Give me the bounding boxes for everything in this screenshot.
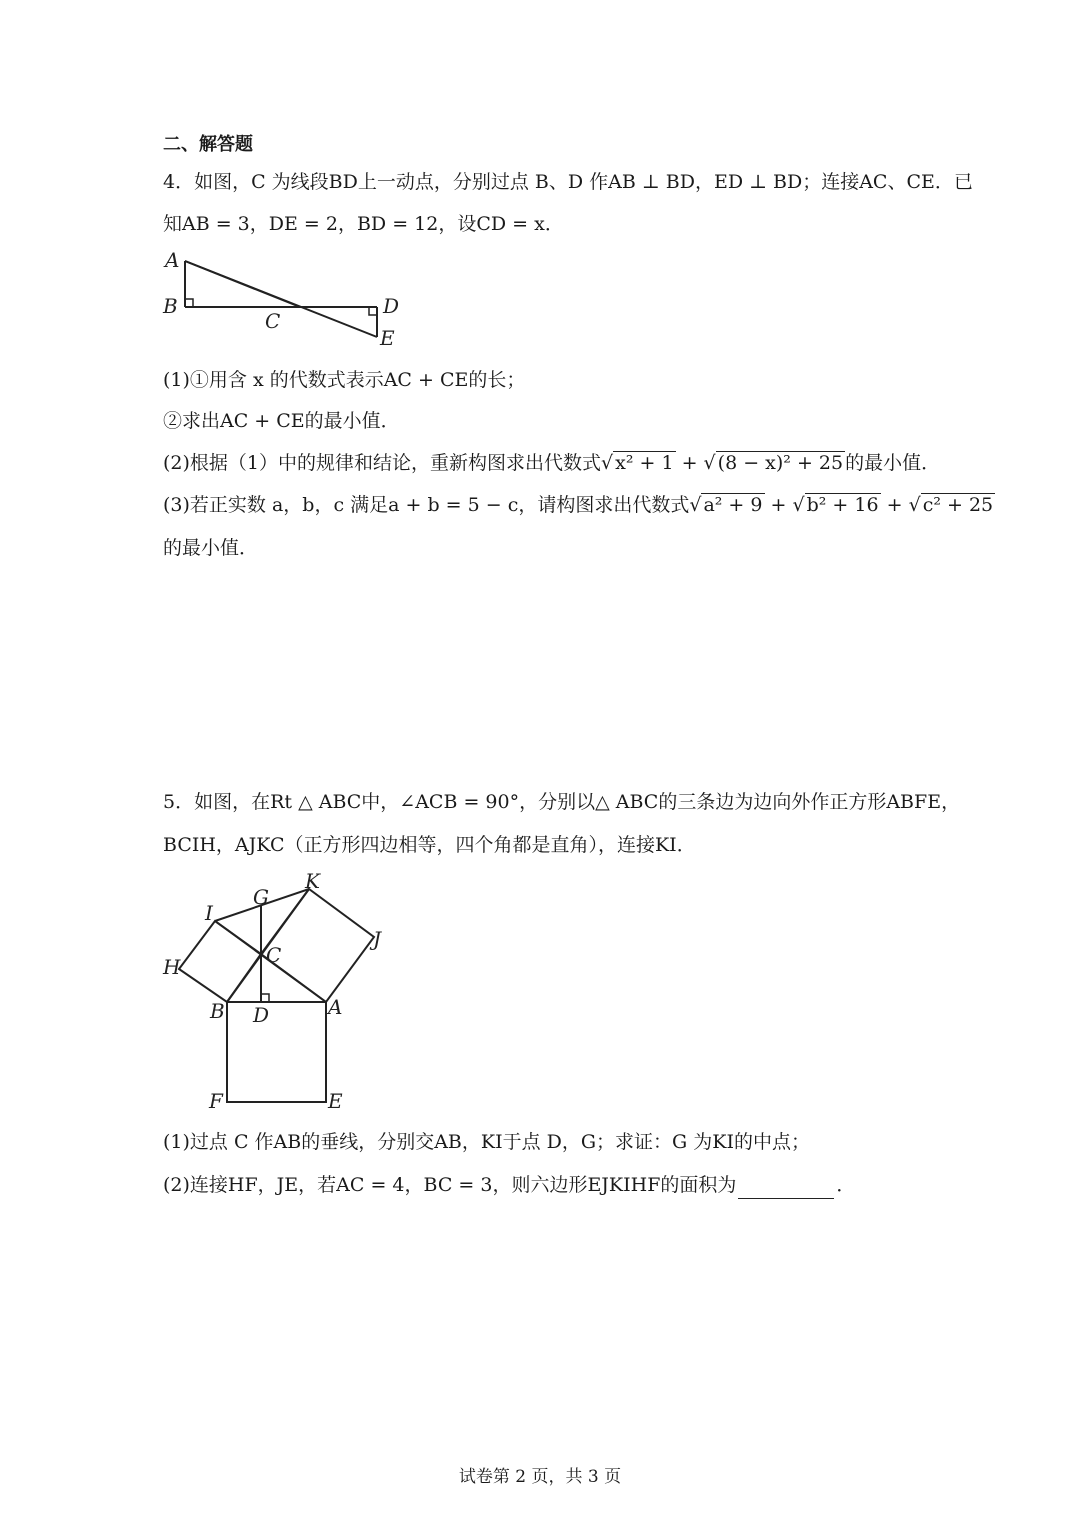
q4-part3-prefix: (3)若正实数 a，b，c 满足a + b = 5 − c，请构图求出代数式: [163, 494, 690, 516]
label-c: C: [265, 309, 281, 333]
q4-part3-line2: 的最小值．: [163, 537, 259, 559]
label-c: C: [266, 943, 282, 967]
q5-part2-suffix: ．: [836, 1174, 856, 1196]
radicand-2: (8 − x)² + 25: [717, 452, 844, 474]
label-b: B: [210, 999, 225, 1023]
q4-stem-line2: 知AB = 3，DE = 2，BD = 12，设CD = x．: [163, 213, 564, 235]
right-angle-b: [185, 299, 193, 307]
label-e: E: [380, 326, 395, 350]
q4-part1b: ②求出AC + CE的最小值．: [163, 410, 400, 432]
sqrt-term-b: √ b² + 16: [792, 494, 879, 516]
sqrt-term-c: √ c² + 25: [908, 494, 994, 516]
label-d: D: [253, 1003, 270, 1027]
label-j: J: [373, 927, 382, 951]
label-d: D: [383, 294, 400, 318]
q4-part2-prefix: (2)根据（1）中的规律和结论，重新构图求出代数式: [163, 452, 602, 474]
sqrt-term-1: √ x² + 1: [601, 452, 674, 474]
q4-part3: [163, 491, 995, 519]
q4-stem-line1: 4．如图，C 为线段BD上一动点，分别过点 B、D 作AB ⊥ BD，ED ⊥ BD；连接AC、CE．已: [163, 171, 973, 193]
sqrt-term-2: √ (8 − x)² + 25: [703, 452, 844, 474]
radicand-a: a² + 9: [703, 494, 763, 516]
q4-part1a: (1)①用含 x 的代数式表示AC + CE的长；: [163, 369, 526, 391]
q5-part2-prefix: (2)连接HF，JE，若AC = 4，BC = 3，则六边形EJKIHF的面积为: [163, 1174, 737, 1196]
section-title: 二、解答题: [163, 134, 253, 155]
radicand-1: x² + 1: [615, 452, 674, 474]
segment-ac: [185, 261, 300, 307]
q4-figure: [155, 245, 415, 355]
label-i: I: [205, 901, 213, 925]
q5-figure: [155, 866, 405, 1116]
radicand-c: c² + 25: [922, 494, 994, 516]
q5-part2: [163, 1171, 855, 1199]
square-bcih: [179, 921, 261, 1002]
label-f: F: [209, 1089, 223, 1113]
label-e: E: [328, 1089, 343, 1113]
label-k: K: [305, 869, 320, 893]
page-footer: 试卷第 2 页，共 3 页: [458, 1467, 622, 1487]
radicand-b: b² + 16: [806, 494, 879, 516]
answer-blank[interactable]: [738, 1178, 834, 1199]
right-angle-d: [369, 307, 377, 315]
label-a: A: [165, 248, 180, 272]
q4-part2: [163, 449, 940, 477]
plus-sign: +: [675, 452, 704, 474]
label-g: G: [253, 885, 269, 909]
q4-part2-suffix: 的最小值．: [845, 452, 941, 474]
q5-stem-line1: 5．如图，在Rt △ ABC中，∠ACB = 90°，分别以△ ABC的三条边为边向外作正方形ABFE，: [163, 791, 961, 813]
plus-sign: +: [764, 494, 793, 516]
right-angle-d: [261, 994, 269, 1002]
plus-sign: +: [880, 494, 909, 516]
q5-part1: (1)过点 C 作AB的垂线，分别交AB，KI于点 D，G；求证：G 为KI的中点；: [163, 1131, 810, 1153]
sqrt-term-a: √ a² + 9: [689, 494, 763, 516]
label-a: A: [328, 995, 343, 1019]
label-b: B: [163, 294, 178, 318]
q5-stem-line2: BCIH，AJKC（正方形四边相等，四个角都是直角），连接KI．: [163, 834, 696, 856]
square-abfe: [227, 1002, 326, 1102]
label-h: H: [163, 955, 181, 979]
